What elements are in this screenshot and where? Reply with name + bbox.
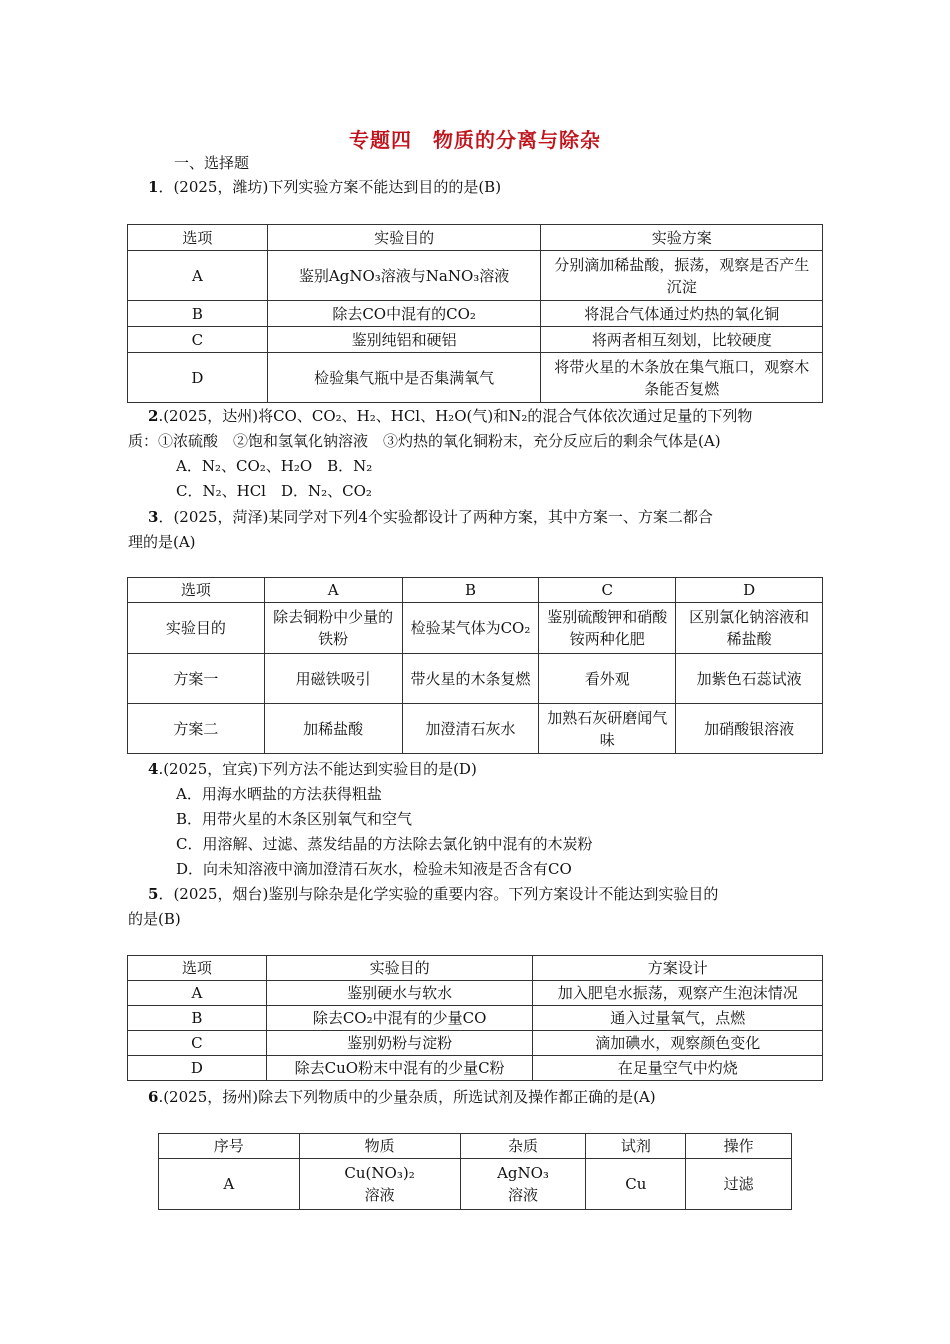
table-cell: 带火星的木条复燃 bbox=[402, 654, 539, 704]
question-number: 3 bbox=[148, 508, 159, 526]
table-cell: 加熟石灰研磨闻气味 bbox=[539, 704, 676, 754]
table-cell: 鉴别奶粉与淀粉 bbox=[266, 1031, 533, 1056]
question-5 bbox=[148, 884, 718, 904]
table-cell: D bbox=[128, 353, 268, 403]
question-number: 4 bbox=[148, 760, 159, 778]
header-cell: 实验方案 bbox=[541, 225, 823, 251]
question-text: ．(2025，潍坊)下列实验方案不能达到目的的是(B) bbox=[158, 178, 502, 196]
table-cell: 加紫色石蕊试液 bbox=[676, 654, 823, 704]
header-cell: A bbox=[264, 578, 402, 603]
header-cell: 实验目的 bbox=[266, 956, 533, 981]
page-title: 专题四 物质的分离与除杂 bbox=[349, 128, 601, 152]
question-6 bbox=[148, 1087, 656, 1107]
header-cell: 实验目的 bbox=[267, 225, 541, 251]
table-cell: C bbox=[128, 1031, 267, 1056]
table-cell: 在足量空气中灼烧 bbox=[533, 1056, 823, 1081]
header-cell: 选项 bbox=[128, 225, 268, 251]
table-row bbox=[128, 704, 823, 754]
option-line: C．N₂、HCl D．N₂、CO₂ bbox=[176, 482, 372, 500]
table-cell: 加稀盐酸 bbox=[264, 704, 402, 754]
question-text-continued: 理的是(A) bbox=[128, 533, 196, 551]
table-row bbox=[128, 654, 823, 704]
q6-table bbox=[158, 1133, 792, 1210]
table-cell: A bbox=[128, 251, 268, 301]
table-cell: 除去CO₂中混有的少量CO bbox=[266, 1006, 533, 1031]
option-line: A．用海水晒盐的方法获得粗盐 bbox=[176, 785, 382, 803]
table-cell: 实验目的 bbox=[128, 603, 265, 654]
table-cell: 加澄清石灰水 bbox=[402, 704, 539, 754]
table-row bbox=[128, 301, 823, 327]
question-text: .(2025，达州)将CO、CO₂、H₂、HCl、H₂O(气)和N₂的混合气体依次通过足量的下列物 bbox=[158, 407, 753, 425]
q5-table bbox=[127, 955, 823, 1081]
table-header-row bbox=[128, 578, 823, 603]
question-text: ．(2025，烟台)鉴别与除杂是化学实验的重要内容。下列方案设计不能达到实验目的 bbox=[158, 885, 719, 903]
question-text: .(2025，宜宾)下列方法不能达到实验目的是(D) bbox=[158, 760, 477, 778]
table-cell: 过滤 bbox=[686, 1159, 792, 1210]
table-row bbox=[128, 603, 823, 654]
table-cell: 检验某气体为CO₂ bbox=[402, 603, 539, 654]
table-cell: 检验集气瓶中是否集满氧气 bbox=[267, 353, 541, 403]
table-row bbox=[128, 353, 823, 403]
table-cell: B bbox=[128, 1006, 267, 1031]
table-cell: C bbox=[128, 327, 268, 353]
table-cell: 除去CO中混有的CO₂ bbox=[267, 301, 541, 327]
header-cell: 试剂 bbox=[586, 1134, 686, 1159]
question-text: ．(2025，菏泽)某同学对下列4个实验都设计了两种方案，其中方案一、方案二都合 bbox=[158, 508, 713, 526]
question-number: 1 bbox=[148, 178, 159, 196]
header-cell: C bbox=[539, 578, 676, 603]
header-cell: 操作 bbox=[686, 1134, 792, 1159]
table-cell: A bbox=[128, 981, 267, 1006]
q1-table bbox=[127, 224, 823, 403]
question-1 bbox=[148, 177, 501, 197]
table-row bbox=[128, 1006, 823, 1031]
table-cell: 鉴别硫酸钾和硝酸铵两种化肥 bbox=[539, 603, 676, 654]
question-text-continued: 的是(B) bbox=[128, 910, 181, 928]
table-cell: 通入过量氧气，点燃 bbox=[533, 1006, 823, 1031]
table-cell: D bbox=[128, 1056, 267, 1081]
header-cell: 选项 bbox=[128, 956, 267, 981]
question-number: 6 bbox=[148, 1088, 159, 1106]
table-row bbox=[128, 1031, 823, 1056]
table-cell: 看外观 bbox=[539, 654, 676, 704]
table-row bbox=[128, 327, 823, 353]
table-cell: Cu bbox=[586, 1159, 686, 1210]
table-cell: 分别滴加稀盐酸，振荡，观察是否产生沉淀 bbox=[541, 251, 823, 301]
option-line: B．用带火星的木条区别氧气和空气 bbox=[176, 810, 413, 828]
table-cell: 将两者相互刻划，比较硬度 bbox=[541, 327, 823, 353]
option-line: C．用溶解、过滤、蒸发结晶的方法除去氯化钠中混有的木炭粉 bbox=[176, 835, 593, 853]
header-cell: 方案设计 bbox=[533, 956, 823, 981]
table-header-row bbox=[128, 225, 823, 251]
table-cell: 加硝酸银溶液 bbox=[676, 704, 823, 754]
table-cell: 区别氯化钠溶液和稀盐酸 bbox=[676, 603, 823, 654]
table-cell: 除去铜粉中少量的铁粉 bbox=[264, 603, 402, 654]
table-cell: 方案一 bbox=[128, 654, 265, 704]
header-cell: 杂质 bbox=[460, 1134, 586, 1159]
question-2 bbox=[148, 406, 752, 426]
table-cell: 鉴别AgNO₃溶液与NaNO₃溶液 bbox=[267, 251, 541, 301]
table-cell: 用磁铁吸引 bbox=[264, 654, 402, 704]
table-cell: A bbox=[159, 1159, 300, 1210]
header-cell: D bbox=[676, 578, 823, 603]
question-text: .(2025，扬州)除去下列物质中的少量杂质，所选试剂及操作都正确的是(A) bbox=[158, 1088, 656, 1106]
question-4 bbox=[148, 759, 477, 779]
question-number: 5 bbox=[148, 885, 159, 903]
table-row bbox=[128, 981, 823, 1006]
table-header-row bbox=[128, 956, 823, 981]
table-row bbox=[128, 251, 823, 301]
table-cell: Cu(NO₃)₂溶液 bbox=[299, 1159, 460, 1210]
section-heading: 一、选择题 bbox=[174, 154, 250, 172]
header-cell: 序号 bbox=[159, 1134, 300, 1159]
option-line: D．向未知溶液中滴加澄清石灰水，检验未知液是否含有CO bbox=[176, 860, 572, 878]
q3-table bbox=[127, 577, 823, 754]
header-cell: 选项 bbox=[128, 578, 265, 603]
table-cell: 方案二 bbox=[128, 704, 265, 754]
table-cell: 滴加碘水，观察颜色变化 bbox=[533, 1031, 823, 1056]
table-header-row bbox=[159, 1134, 792, 1159]
table-cell: 除去CuO粉末中混有的少量C粉 bbox=[266, 1056, 533, 1081]
table-cell: 将混合气体通过灼热的氧化铜 bbox=[541, 301, 823, 327]
option-line: A．N₂、CO₂、H₂O B．N₂ bbox=[176, 457, 373, 475]
header-cell: B bbox=[402, 578, 539, 603]
table-cell: 鉴别纯铝和硬铝 bbox=[267, 327, 541, 353]
table-cell: 鉴别硬水与软水 bbox=[266, 981, 533, 1006]
question-3 bbox=[148, 507, 713, 527]
question-number: 2 bbox=[148, 407, 159, 425]
table-row bbox=[159, 1159, 792, 1210]
table-cell: AgNO₃溶液 bbox=[460, 1159, 586, 1210]
header-cell: 物质 bbox=[299, 1134, 460, 1159]
question-text-continued: 质：①浓硫酸 ②饱和氢氧化钠溶液 ③灼热的氧化铜粉末，充分反应后的剩余气体是(A) bbox=[128, 432, 721, 450]
table-row bbox=[128, 1056, 823, 1081]
table-cell: 将带火星的木条放在集气瓶口，观察木条能否复燃 bbox=[541, 353, 823, 403]
table-cell: B bbox=[128, 301, 268, 327]
table-cell: 加入肥皂水振荡，观察产生泡沫情况 bbox=[533, 981, 823, 1006]
